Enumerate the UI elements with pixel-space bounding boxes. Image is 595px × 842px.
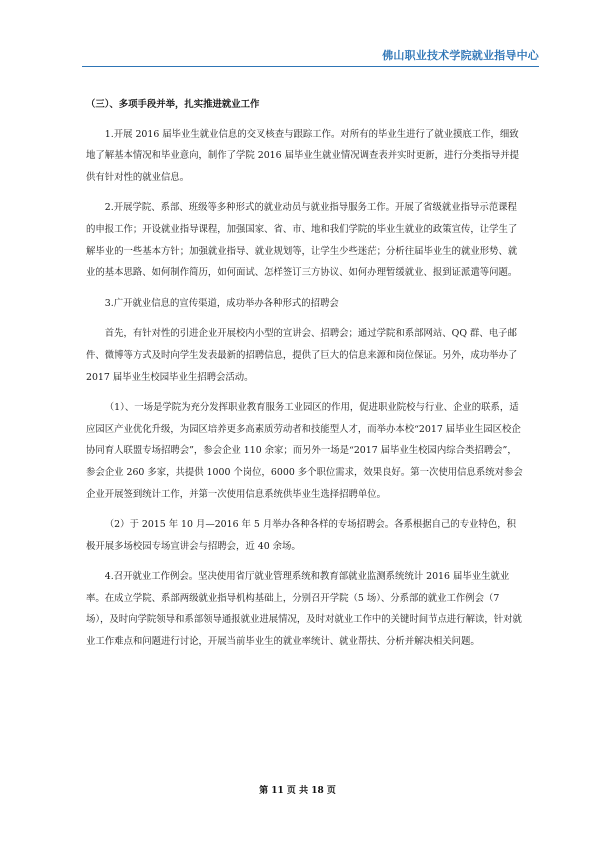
paragraph-sub-2: （2）于 2015 年 10 月—2016 年 5 月举办各种各样的专场招聘会。各系根据自己的专业特色，积极开展多场校园专场宣讲会与招聘会，近 40 余场。 <box>86 519 516 552</box>
page-number: 第 11 页 共 18 页 <box>259 786 336 796</box>
page-header <box>0 0 595 72</box>
paragraph-item-4: 4.召开就业工作例会。坚决使用省厅就业管理系统和教育部就业监测系统统计 2016 届毕业生就业率。在成立学院、系部两级就业指导机构基础上，分别召开学院（5 场）、分系部的就业工作例会（7 场），及时向学院领导和系部领导通报就业进展情况，及时对就业工作中的关键时间节点进行解读，针对就业工作难点和问题进行讨论，开展当前毕业生的就业率统计、就业帮扶、分析并解决相关问题。 <box>86 571 522 648</box>
paragraph-first: 首先，有针对性的引进企业开展校内小型的宣讲会、招聘会；通过学院和系部网站、QQ 群、电子邮件、微博等方式及时向学生发表最新的招聘信息，提供了巨大的信息来源和岗位保证。另外，成功举办了 2017 届毕业生校园毕业生招聘会活动。 <box>86 328 518 383</box>
paragraph-sub-1: （1）、一场是学院为充分发挥职业教育服务工业园区的作用，促进职业院校与行业、企业的联系，适应园区产业优化升级，为园区培养更多高素质劳动者和技能型人才，而举办本校“2017 届毕业生园区校企协同育人联盟专场招聘会”，参会企业 110 余家；而另外一场是“2017 届毕业生校园内综合类招聘会”，参会企业 260 多家，共提供 1000 个岗位，6000 多个职位需求，效果良好。第一次使用信息系统对参会企业开展签到统计工作，并第一次使用信息系统供毕业生选择招聘单位。 <box>86 402 523 500</box>
document-body <box>86 94 524 653</box>
header-rule <box>82 66 539 67</box>
section-heading: （三）、多项手段并举，扎实推进就业工作 <box>86 99 260 110</box>
paragraph-item-1: 1.开展 2016 届毕业生就业信息的交叉核查与跟踪工作。对所有的毕业生进行了就业摸底工作，细致地了解基本情况和毕业意向，制作了学院 2016 届毕业生就业情况调查表并实时更新，进行分类指导并提供有针对性的就业信息。 <box>86 128 519 183</box>
header-title: 佛山职业技术学院就业指导中心 <box>382 49 539 62</box>
paragraph-item-3-heading: 3.广开就业信息的宣传渠道，成功举办各种形式的招聘会 <box>104 297 339 309</box>
paragraph-item-2: 2.开展学院、系部、班级等多种形式的就业动员与就业指导服务工作。开展了省级就业指导示范课程的申报工作；开设就业指导课程，加强国家、省、市、地和我们学院的毕业生就业的政策宣传，让学生了解毕业的一些基本方针；加强就业指导、就业规划等，让学生少些迷茫；分析往届毕业生的就业形势、就业的基本思路、如何制作简历，如何面试、怎样签订三方协议、如何办理暂缓就业、报到证派遣等问题。 <box>86 202 518 279</box>
